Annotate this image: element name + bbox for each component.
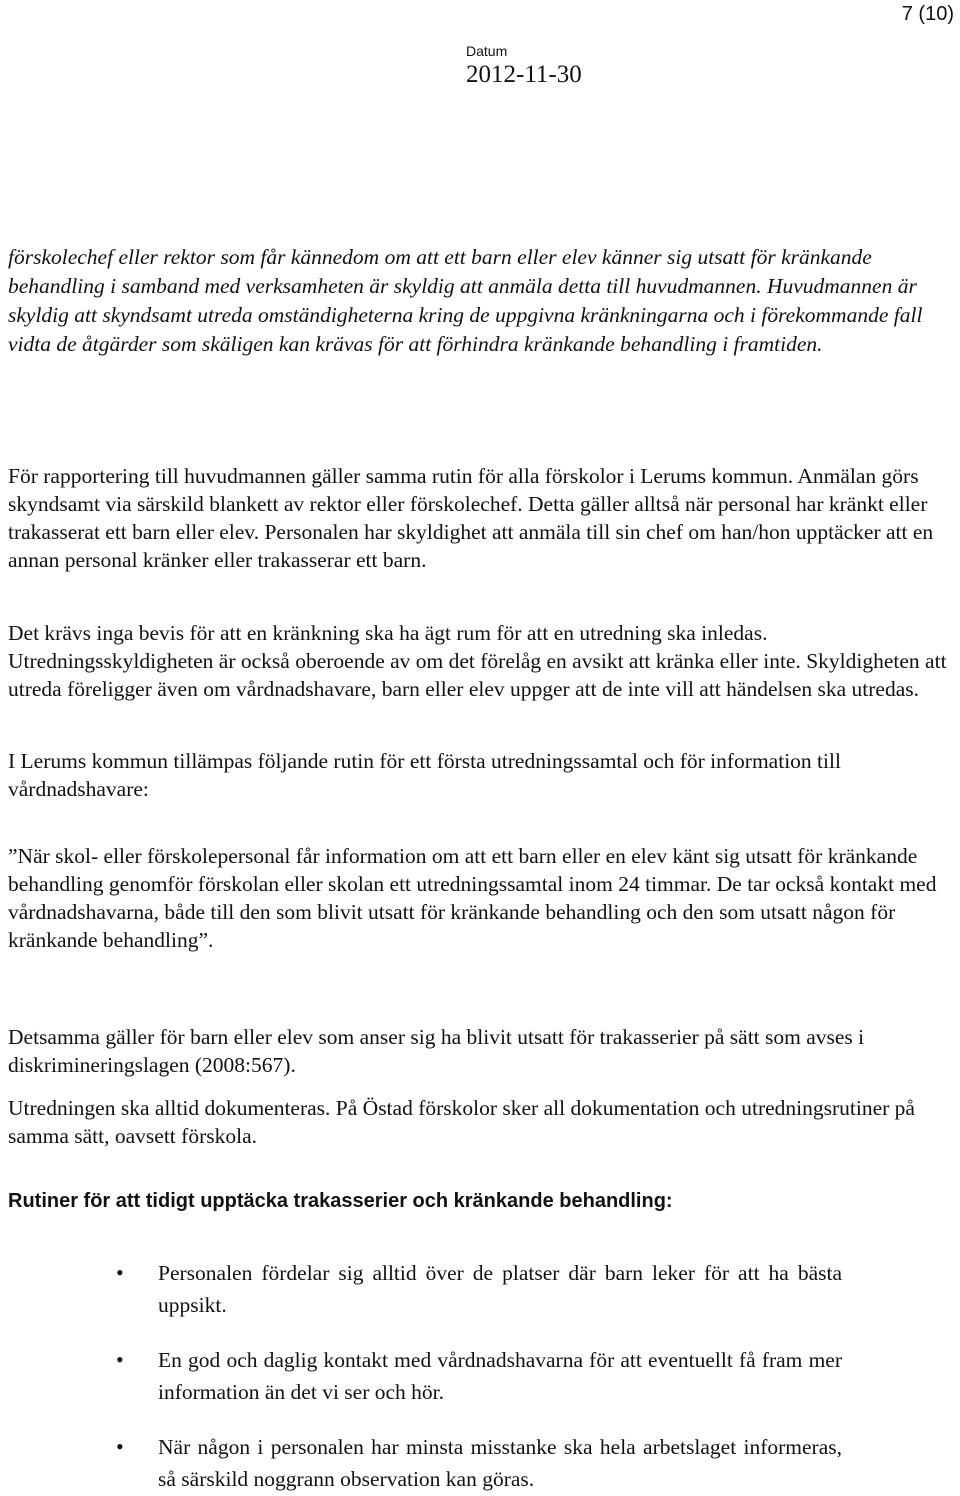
date-value: 2012-11-30: [466, 61, 582, 88]
paragraph-lerum-routine-intro: I Lerums kommun tillämpas följande rutin för ett första utredningssamtal och för information till vårdnadshavare:: [8, 749, 841, 801]
section-heading: Rutiner för att tidigt upptäcka trakasserier och kränkande behandling:: [8, 1190, 673, 1212]
bullet-text: En god och daglig kontakt med vårdnadshavarna för att eventuellt få fram mer information än det vi ser och hör.: [158, 1348, 842, 1404]
paragraph-harassment: Detsamma gäller för barn eller elev som anser sig ha blivit utsatt för trakasserier på sätt som avses i diskrimineringslagen (2008:567).: [8, 1025, 865, 1077]
paragraph-no-proof-required: Det krävs inga bevis för att en kränkning ska ha ägt rum för att en utredning ska inledas. Utredningsskyldigheten är också oberoende av om det förelåg en avsikt att kränka eller inte. Skyldigheten att utreda föreligger även om vårdnadshavare, barn eller elev uppger att de inte vill att händelsen ska utredas.: [8, 621, 947, 701]
date-label: Datum: [466, 43, 508, 59]
paragraph-reporting-routine: För rapportering till huvudmannen gäller samma rutin för alla förskolor i Lerums kommun. Anmälan görs skyndsamt via särskild blankett av rektor eller förskolechef. Detta gäller alltså när personal har kränkt eller trakasserat ett barn eller elev. Personalen har skyldighet att anmäla till sin chef om han/hon upptäcker att en annan personal kränker eller trakasserar ett barn.: [8, 464, 934, 572]
page-number: 7 (10): [901, 3, 954, 25]
bullet-icon: •: [116, 1434, 124, 1459]
paragraph-reporting-duty: förskolechef eller rektor som får kännedom om att ett barn eller elev känner sig utsatt för kränkande behandling i samband med verksamheten är skyldig att anmäla detta till huvudmannen. Huvudmannen är skyldig att skyndsamt utreda omständigheterna kring de uppgivna kränkningarna och i förekommande fall vidta de åtgärder som skäligen kan krävas för att förhindra kränkande behandling i framtiden.: [8, 245, 923, 356]
bullet-icon: •: [116, 1347, 124, 1372]
bullet-text: Personalen fördelar sig alltid över de platser där barn leker för att ha bästa uppsikt.: [158, 1261, 842, 1317]
bullet-text: När någon i personalen har minsta misstanke ska hela arbetslaget informeras, så särskild noggrann observation kan göras.: [158, 1435, 842, 1491]
paragraph-documentation: Utredningen ska alltid dokumenteras. På Östad förskolor sker all dokumentation och utredningsrutiner på samma sätt, oavsett förskola.: [8, 1096, 915, 1148]
bullet-icon: •: [116, 1260, 124, 1285]
paragraph-quoted-routine: ”När skol- eller förskolepersonal får information om att ett barn eller en elev känt sig utsatt för kränkande behandling genomför förskolan eller skolan ett utredningssamtal inom 24 timmar. De tar också kontakt med vårdnadshavarna, både till den som blivit utsatt för kränkande behandling och den som utsatt någon för kränkande behandling”.: [8, 844, 937, 952]
